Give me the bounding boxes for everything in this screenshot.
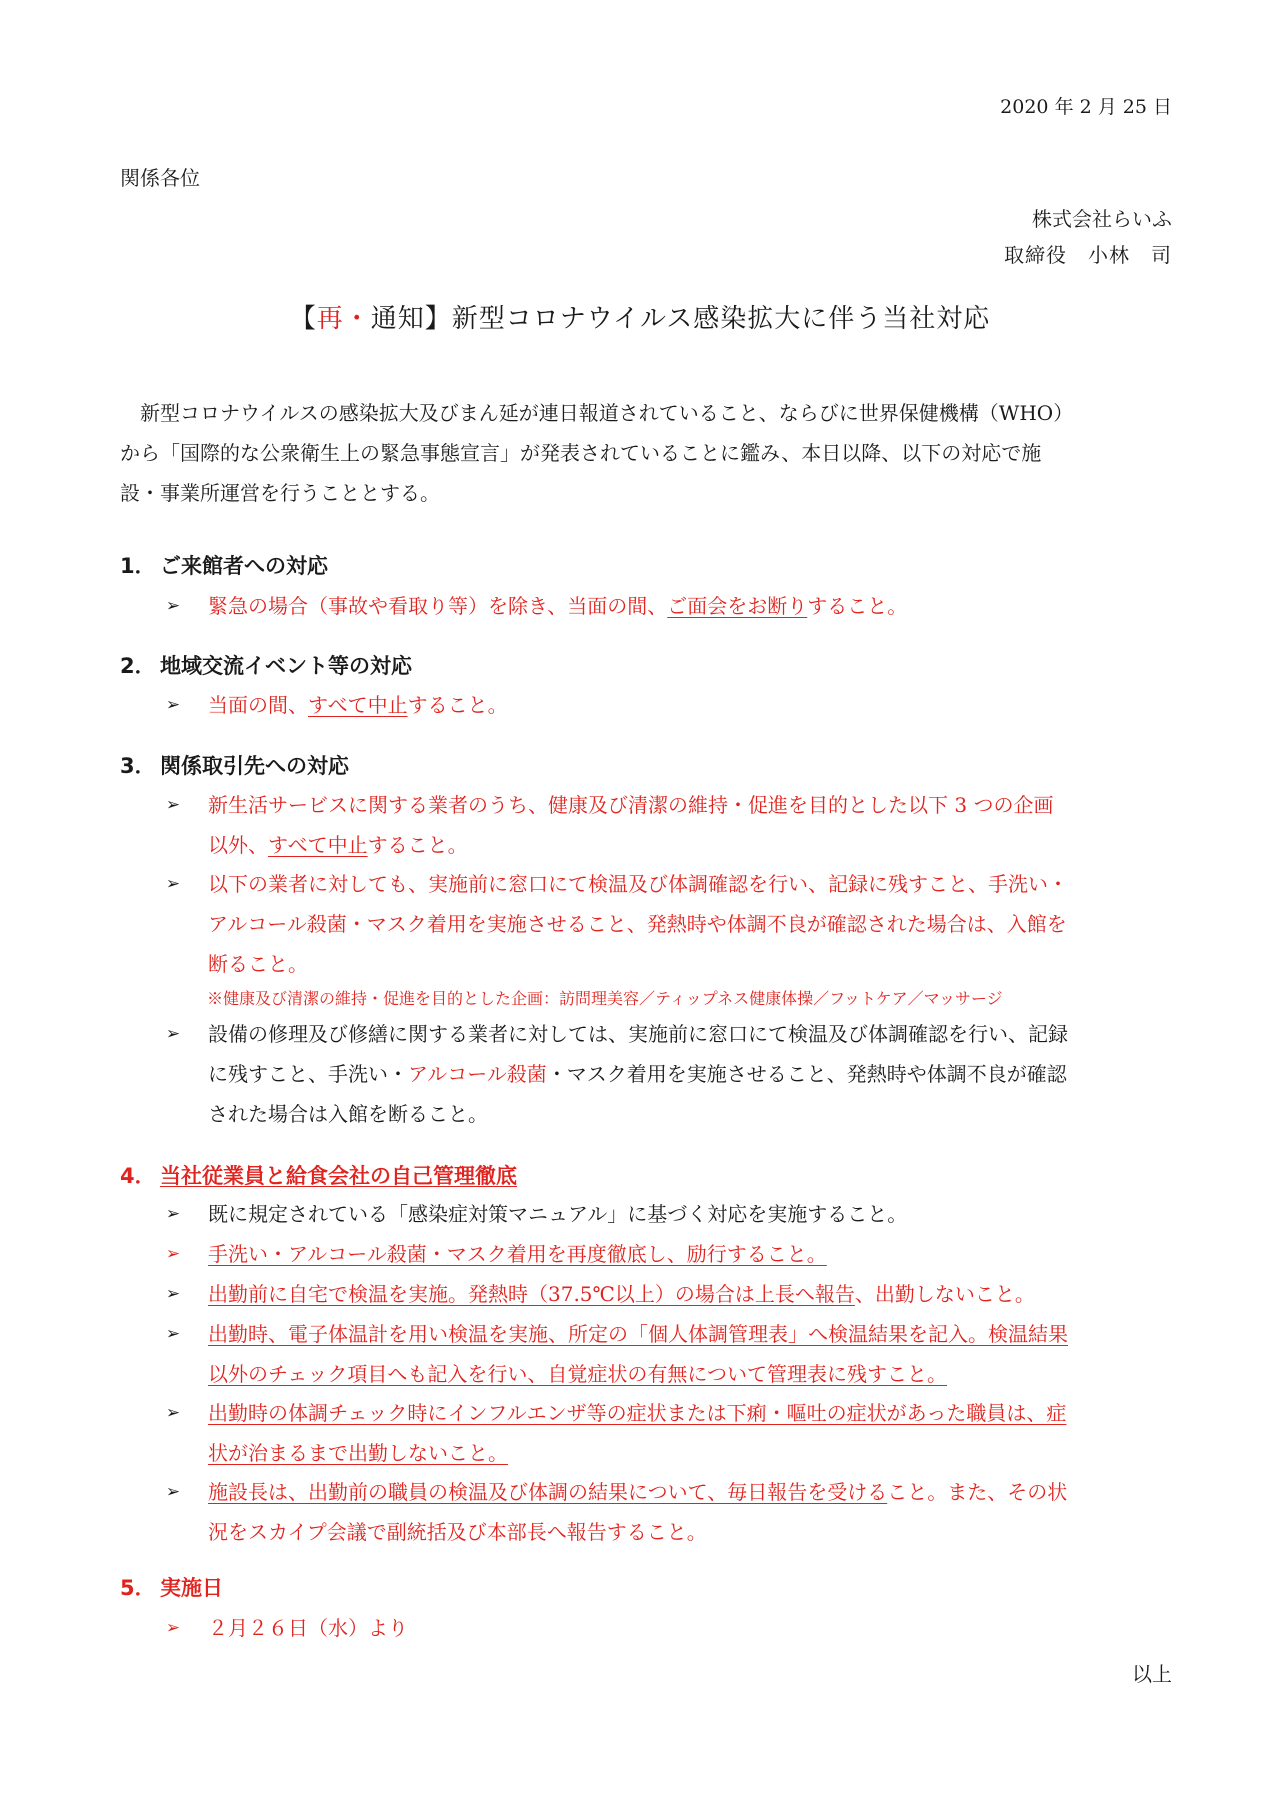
section-number: 1． — [120, 554, 156, 578]
section-title: ご来館者への対応 — [160, 554, 328, 578]
document-title — [0, 298, 1280, 335]
bullet-text-underlined: ご面会をお断り — [667, 594, 808, 618]
bullet-text: 以下の業者に対しても、実施前に窓口にて検温及び体調確認を行い、記録に残すこと、手洗い・ — [208, 872, 1068, 896]
bullet-text: 既に規定されている「感染症対策マニュアル」に基づく対応を実施すること。 — [208, 1202, 908, 1226]
addressee: 関係各位 — [120, 166, 200, 190]
list-item — [162, 1234, 1172, 1274]
intro-line: 設・事業所運営を行うこととする。 — [120, 481, 440, 505]
section-title: 地域交流イベント等の対応 — [160, 654, 412, 678]
bullet-text-red: アルコール殺菌 — [408, 1062, 547, 1086]
bullet-text: に残すこと、手洗い・ — [208, 1062, 408, 1086]
title-text: 通知】新型コロナウイルス感染拡大に伴う当社対応 — [370, 304, 991, 334]
title-tag-re: 再・ — [316, 304, 371, 334]
arrowhead-bullet-icon: ➢ — [165, 795, 181, 815]
arrowhead-bullet-icon: ➢ — [165, 1403, 181, 1423]
closing-text: 以上 — [1132, 1662, 1172, 1686]
bullet-text-underlined: 出勤前に自宅で検温を実施。発熱時（37.5℃以上）の場合は上長へ報告 — [208, 1282, 855, 1306]
list-item — [162, 1274, 1172, 1314]
bullet-text: 以外、 — [208, 833, 268, 857]
bullet-text-underlined: 状が治まるまで出勤しないこと。 — [208, 1441, 508, 1465]
list-item — [162, 685, 1172, 725]
bullet-text: すること。 — [367, 833, 468, 857]
arrowhead-bullet-icon: ➢ — [165, 1024, 181, 1044]
intro-line: から「国際的な公衆衛生上の緊急事態宣言」が発表されていることに鑑み、本日以降、以下の対応で施 — [120, 441, 1042, 465]
section-number: 4． — [120, 1164, 156, 1188]
intro-line: 新型コロナウイルスの感染拡大及びまん延が連日報道されていること、ならびに世界保健機構（WHO） — [140, 401, 1074, 425]
bullet-text: すること。 — [407, 693, 508, 717]
list-item — [162, 1314, 1172, 1394]
document-date: 2020 年 2 月 25 日 — [1000, 96, 1172, 118]
section-number: 5． — [120, 1576, 156, 1600]
section-heading-1 — [120, 550, 328, 580]
arrowhead-bullet-icon: ➢ — [165, 1204, 181, 1224]
note-text: ※健康及び清潔の維持・促進を目的とした企画：訪問理美容／ティップネス健康体操／フットケア／マッサージ — [207, 989, 1003, 1008]
intro-paragraph — [120, 393, 1172, 513]
section-number: 2． — [120, 654, 156, 678]
section-title: 当社従業員と給食会社の自己管理徹底 — [160, 1164, 517, 1188]
arrowhead-bullet-icon: ➢ — [165, 1324, 181, 1344]
arrowhead-bullet-icon: ➢ — [165, 1284, 181, 1304]
arrowhead-bullet-icon: ➢ — [165, 874, 181, 894]
section-title: 実施日 — [160, 1576, 223, 1600]
bullet-text-underlined: 手洗い・アルコール殺菌・マスク着用を再度徹底し、励行すること。 — [208, 1242, 827, 1266]
section-number: 3． — [120, 754, 156, 778]
arrowhead-bullet-icon: ➢ — [165, 695, 181, 715]
bullet-text-underlined: 出勤時の体調チェック時にインフルエンザ等の症状または下痢・嘔吐の症状があった職員は、症 — [208, 1401, 1067, 1425]
bullet-text: 当面の間、 — [208, 693, 308, 717]
bullet-text: 緊急の場合（事故や看取り等）を除き、当面の間、 — [208, 594, 668, 618]
signer-name: 取締役 小林 司 — [1004, 243, 1172, 267]
arrowhead-bullet-icon: ➢ — [165, 1244, 181, 1264]
bullet-text-underlined: すべて中止 — [308, 693, 408, 717]
bullet-text: 新生活サービスに関する業者のうち、健康及び清潔の維持・促進を目的とした以下 3 つの企画 — [208, 793, 1054, 817]
section-title: 関係取引先への対応 — [160, 754, 349, 778]
list-item — [162, 1014, 1172, 1134]
bullet-text-underlined: 出勤時、電子体温計を用い検温を実施、所定の「個人体調管理表」へ検温結果を記入。検温結果 — [208, 1322, 1068, 1346]
bullet-text: 況をスカイプ会議で副統括及び本部長へ報告すること。 — [208, 1520, 707, 1544]
section-heading-2 — [120, 650, 412, 680]
title-open-bracket: 【 — [289, 304, 317, 334]
list-item — [162, 1194, 1172, 1234]
list-item — [162, 1472, 1172, 1552]
list-item — [162, 1393, 1172, 1473]
bullet-text: 断ること。 — [208, 952, 308, 976]
arrowhead-bullet-icon: ➢ — [165, 596, 181, 616]
list-item — [162, 864, 1172, 984]
arrowhead-bullet-icon: ➢ — [165, 1618, 181, 1638]
bullet-text-underlined: 以外のチェック項目へも記入を行い、自覚症状の有無について管理表に残すこと。 — [208, 1362, 947, 1386]
bullet-text: 、出勤しないこと。 — [854, 1282, 1035, 1306]
bullet-text: アルコール殺菌・マスク着用を実施させること、発熱時や体調不良が確認された場合は、入館を — [208, 912, 1067, 936]
bullet-text-underlined: 施設長は、出勤前の職員の検温及び体調の結果について、毎日報告を受ける — [208, 1480, 888, 1504]
bullet-text: すること。 — [807, 594, 908, 618]
list-item — [162, 1608, 1172, 1648]
list-item — [162, 586, 1172, 626]
section-heading-4 — [120, 1160, 517, 1190]
bullet-text-underlined: すべて中止 — [268, 833, 368, 857]
arrowhead-bullet-icon: ➢ — [165, 1482, 181, 1502]
bullet-text: された場合は入館を断ること。 — [208, 1102, 488, 1126]
bullet-text: こと。また、その状 — [887, 1480, 1068, 1504]
section-heading-5 — [120, 1572, 223, 1602]
bullet-text: 設備の修理及び修繕に関する業者に対しては、実施前に窓口にて検温及び体調確認を行い、記録 — [208, 1022, 1068, 1046]
bullet-text: ２月２６日（水）より — [208, 1616, 408, 1640]
bullet-text: ・マスク着用を実施させること、発熱時や体調不良が確認 — [546, 1062, 1067, 1086]
list-item — [162, 785, 1172, 865]
section-heading-3 — [120, 750, 349, 780]
company-name: 株式会社らいふ — [1032, 207, 1172, 231]
